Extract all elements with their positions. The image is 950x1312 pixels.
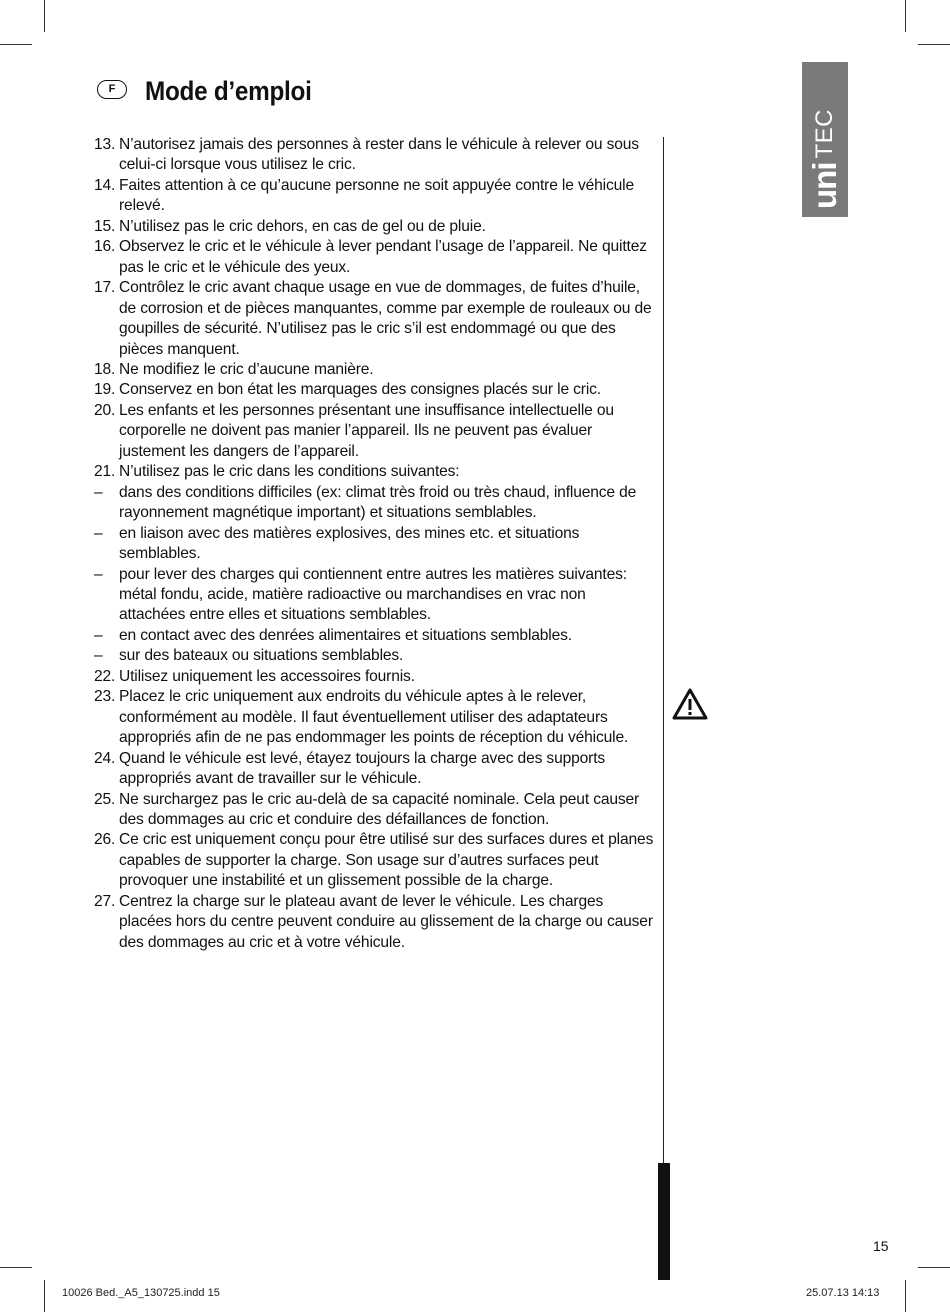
item-number: 13. — [94, 136, 116, 153]
footer-datetime: 25.07.13 14:13 — [806, 1287, 880, 1299]
item-text: Faites attention à ce qu’aucune personne ne soit appuyée contre le véhicule relevé. — [119, 176, 634, 215]
crop-mark — [0, 44, 32, 45]
item-text: N’utilisez pas le cric dans les conditions suivantes: — [119, 463, 460, 481]
item-text: en liaison avec des matières explosives, des mines etc. et situations semblables. — [119, 524, 580, 563]
list-item — [94, 217, 654, 237]
list-item — [94, 278, 654, 360]
item-number: 20. — [94, 401, 116, 419]
item-number: 18. — [94, 360, 116, 378]
item-text: Ne surchargez pas le cric au-delà de sa capacité nominale. Cela peut causer des dommages au cric et conduire des défaillances de fonction. — [119, 790, 640, 828]
item-number: 15. — [94, 217, 116, 235]
footer-file-info: 10026 Bed._A5_130725.indd 15 — [62, 1287, 220, 1299]
list-item — [94, 565, 654, 626]
list-item — [94, 646, 654, 666]
page-number: 15 — [873, 1238, 889, 1254]
list-item — [94, 892, 654, 953]
list-item — [94, 524, 654, 565]
item-text: Les enfants et les personnes présentant une insuffisance intellectuelle ou corporelle ne doivent pas manier l’appareil. Ils ne peuvent pas évaluer justement les dangers de l’appareil. — [119, 401, 614, 460]
item-number: 19. — [94, 381, 116, 399]
item-number: 17. — [94, 279, 116, 297]
list-item — [94, 462, 654, 482]
item-number: 22. — [94, 667, 116, 685]
warning-icon — [672, 688, 708, 720]
crop-mark — [905, 1280, 906, 1312]
item-text: Centrez la charge sur le plateau avant de lever le véhicule. Les charges placées hors du centre peuvent conduire au glissement de la charge ou causer des dommages au cric et à votre véhicule. — [119, 892, 653, 951]
unitec-logo — [802, 62, 848, 217]
list-item — [94, 667, 654, 687]
logo-tec-text: TEC — [811, 109, 838, 159]
item-text: en contact avec des denrées alimentaires et situations semblables. — [119, 626, 572, 644]
item-number: 27. — [94, 892, 116, 910]
crop-mark — [44, 0, 45, 32]
section-marker-bar — [658, 1163, 670, 1280]
item-text: Contrôlez le cric avant chaque usage en vue de dommages, de fuites d’huile, de corrosion et de pièces manquantes, comme par exemple de rouleaux ou de goupilles de sécurité. N’utilisez pas le cric s’il est endommagé ou que des pièces manquent. — [119, 279, 652, 358]
item-number: 14. — [94, 176, 116, 194]
item-text: Quand le véhicule est levé, étayez toujours la charge avec des supports appropriés avant de travailler sur le véhicule. — [119, 749, 606, 788]
crop-mark — [918, 1267, 950, 1268]
list-item — [94, 749, 654, 790]
item-number: 23. — [94, 688, 116, 706]
item-text: N’utilisez pas le cric dehors, en cas de gel ou de pluie. — [119, 217, 486, 235]
item-number: 26. — [94, 831, 116, 849]
list-item — [94, 830, 654, 891]
list-item — [94, 176, 654, 217]
item-text: Ce cric est uniquement conçu pour être utilisé sur des surfaces dures et planes capables de supporter la charge. Son usage sur d’autres surfaces peut provoquer une instabilité et un glissement possible de la charge. — [119, 831, 654, 890]
item-number: 25. — [94, 790, 116, 808]
crop-mark — [905, 0, 906, 32]
crop-mark — [0, 1267, 32, 1268]
list-item — [94, 237, 654, 278]
item-number: 24. — [94, 749, 116, 767]
list-item — [94, 380, 654, 400]
list-item — [94, 687, 654, 748]
crop-mark — [44, 1280, 45, 1312]
item-text: Conservez en bon état les marquages des consignes placés sur le cric. — [119, 381, 601, 399]
item-number: – — [94, 647, 103, 665]
item-text: N’autorisez jamais des personnes à rester dans le véhicule à relever ou sous celui-ci lorsque vous utilisez le cric. — [119, 136, 639, 174]
list-item — [94, 626, 654, 646]
item-text: Observez le cric et le véhicule à lever pendant l’usage de l’appareil. Ne quittez pas le cric et le véhicule des yeux. — [119, 238, 647, 276]
language-badge: F — [97, 80, 127, 99]
item-number: – — [94, 626, 103, 644]
item-text: pour lever des charges qui contiennent entre autres les matières suivantes: métal fondu, acide, matière radioactive ou marchandises en vrac non attachées entre elles et situations semblables. — [119, 565, 627, 624]
item-number: – — [94, 524, 103, 542]
item-number: – — [94, 483, 103, 501]
item-text: Placez le cric uniquement aux endroits du véhicule aptes à le relever, conformément au modèle. Il faut éventuellement utiliser des adaptateurs appropriés afin de ne pas endommager les points de réception du véhicule. — [119, 688, 629, 747]
list-item — [94, 401, 654, 462]
logo-uni-text: uni — [806, 162, 843, 209]
item-text: sur des bateaux ou situations semblables. — [119, 647, 404, 665]
crop-mark — [918, 44, 950, 45]
item-number: 16. — [94, 238, 116, 256]
list-item — [94, 135, 654, 176]
item-text: Utilisez uniquement les accessoires fournis. — [119, 667, 415, 685]
instruction-list — [94, 135, 654, 953]
item-text: Ne modifiez le cric d’aucune manière. — [119, 360, 374, 378]
page-title: Mode d’emploi — [145, 76, 312, 106]
item-text: dans des conditions difficiles (ex: climat très froid ou très chaud, influence de rayonnement magnétique important) et situations semblables. — [119, 483, 637, 522]
item-number: – — [94, 565, 103, 583]
list-item — [94, 790, 654, 831]
list-item — [94, 360, 654, 380]
column-divider — [663, 137, 664, 1167]
item-number: 21. — [94, 463, 116, 481]
list-item — [94, 483, 654, 524]
